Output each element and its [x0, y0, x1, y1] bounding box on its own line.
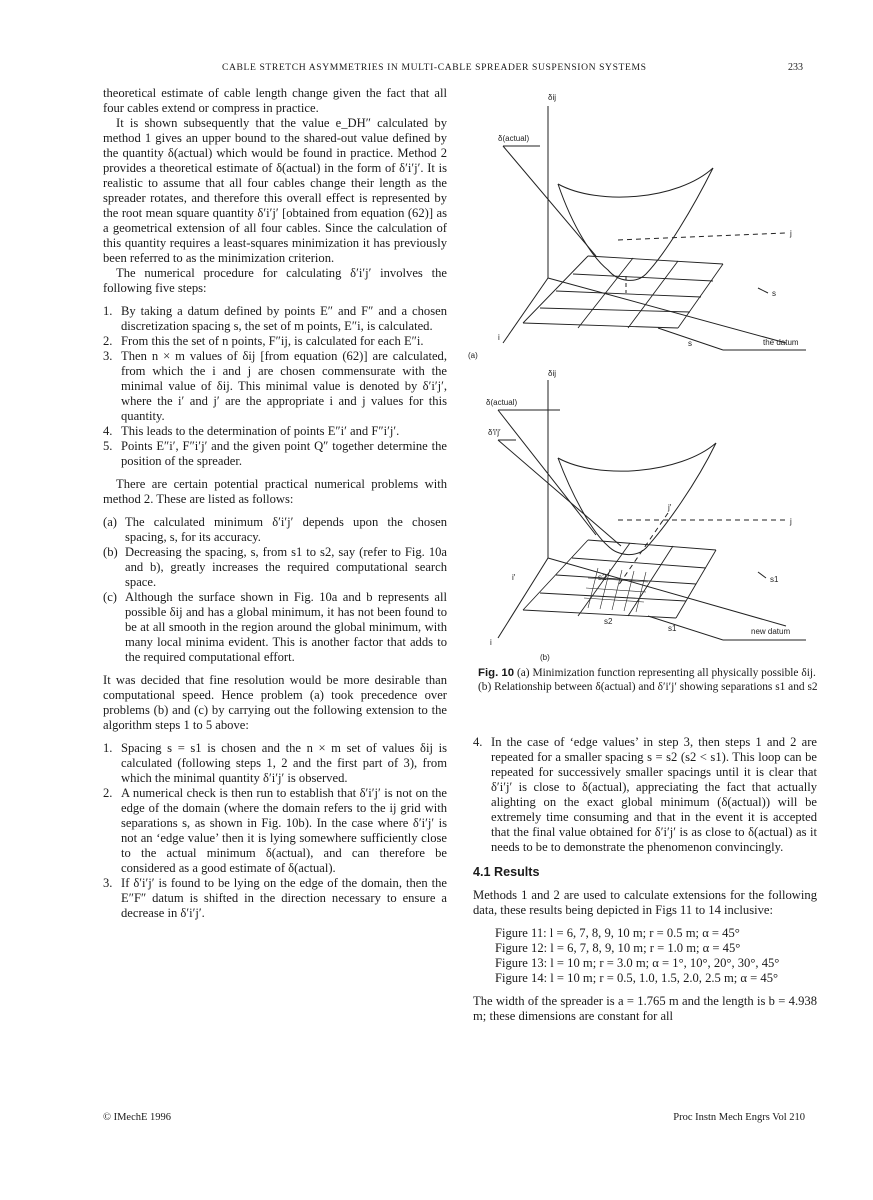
list-item: 5. Points E″i′, F″i′j′ and the given point Q″ together determine the position of the spreader. — [103, 439, 447, 468]
list-item: (a) The calculated minimum δ′i′j′ depends upon the chosen spacing, s, for its accuracy. — [103, 515, 447, 544]
list-item: Figure 12: l = 6, 7, 8, 9, 10 m; r = 1.0 m; α = 45° — [495, 941, 741, 955]
label-i-b: i — [490, 638, 492, 647]
page-number: 233 — [788, 62, 803, 73]
label-s2-b: s2 — [604, 617, 613, 626]
label-delta-actual-b: δ(actual) — [486, 398, 518, 407]
list-item: 2. A numerical check is then run to establish that δ′i′j′ is not on the edge of the domain (where the domain refers to the ij grid with separations s, as shown in Fig. 10b). In the case where δ′i′j′ is not an ‘edge value’ then it is lying somewhere sufficiently close to the actual minimum δ(actual), and can therefore be considered as a good estimate of δ(actual). — [103, 786, 447, 875]
label-j-prime: j′ — [668, 503, 672, 512]
label-fig-a: (a) — [468, 351, 478, 360]
running-title: CABLE STRETCH ASYMMETRIES IN MULTI-CABLE SPREADER SUSPENSION SYSTEMS — [222, 62, 647, 73]
list-item: 3. Then n × m values of δij [from equation (62)] are calculated, from which the i and j are chosen commensurate with the minimal value of δij. This minimal value is denoted by δ′i′j′, where the i′ and j′ are the appropriate i and j values for this quantity. — [103, 349, 447, 423]
procedure-steps — [103, 304, 447, 469]
list-item: (b) Decreasing the spacing, s, from s1 to s2, say (refer to Fig. 10a and b), greatly increases the required computational search space. — [103, 545, 447, 589]
label-s1-bottom: s1 — [668, 624, 677, 633]
label-s1-b: s1 — [770, 575, 779, 584]
paragraph: The width of the spreader is a = 1.765 m and the length is b = 4.938 m; these dimensions are constant for all — [473, 994, 817, 1023]
figure-10 — [468, 88, 824, 718]
label-fig-b: (b) — [540, 653, 550, 662]
label-i-prime: i′ — [512, 573, 516, 582]
problem-list — [103, 515, 447, 665]
label-delta-ij-a: δij — [548, 93, 557, 102]
footer-journal: Proc Instn Mech Engrs Vol 210 — [673, 1112, 805, 1123]
paragraph: It was decided that fine resolution would be more desirable than computational speed. Hence problem (a) took precedence over problems (b) and (c) by carrying out the following extension to the algorithm steps 1 to 5 above: — [103, 673, 447, 732]
paragraph: The numerical procedure for calculating δ′i′j′ involves the following five steps: — [103, 266, 447, 295]
figure-caption-label: Fig. 10 — [478, 667, 515, 679]
paragraph: Methods 1 and 2 are used to calculate extensions for the following data, these results being depicted in Figs 11 to 14 inclusive: — [473, 888, 817, 917]
section-heading: 4.1 Results — [473, 865, 540, 879]
list-item: (c) Although the surface shown in Fig. 10a and b represents all possible δij and has a global minimum, it has not been found to be at all smooth in the region around the global minimum, with many local minima evident. This is another factor that adds to the required computational effort. — [103, 590, 447, 664]
extension-steps-continued — [473, 735, 817, 855]
left-column — [103, 86, 447, 921]
list-item: 2. From this the set of n points, F″ij, is calculated for each E″i. — [103, 334, 424, 348]
right-column — [473, 735, 817, 1024]
figure-parameter-list — [473, 926, 817, 986]
label-the-datum: the datum — [763, 338, 799, 347]
label-delta-ipjp: δ′i′j′ — [488, 428, 501, 437]
list-item: 1. Spacing s = s1 is chosen and the n × m set of values δij is calculated (following steps 1, 2 and the first part of 3), from which the minimal quantity δ′i′j′ is observed. — [103, 741, 447, 785]
paragraph: There are certain potential practical numerical problems with method 2. These are listed as follows: — [103, 477, 447, 506]
label-i-a: i — [498, 333, 500, 342]
list-item: 4. This leads to the determination of points E″i′ and F″i′j′. — [103, 424, 400, 438]
paragraph: It is shown subsequently that the value e_DH″ calculated by method 1 gives an upper bound to the shared-out value defined by the quantity δ(actual) which would be found in practice. Method 2 provides a theoretical estimate of δ(actual) in the form of δ′i′j′. It is realistic to assume that all four cables change their length as the spreader rotates, and therefore this overall effect is represented by the root mean square quantity δ′i′j′ [obtained from equation (62)] as a geometrical extension of all four cables. Since the calculation of this quantity requires a least-squares minimization it has previously been referred to as the minimization criterion. — [103, 116, 447, 265]
label-j-b: j — [790, 517, 792, 526]
figure-10-diagram — [468, 88, 824, 668]
list-item: Figure 13: l = 10 m; r = 3.0 m; α = 1°, 10°, 20°, 30°, 45° — [495, 956, 780, 970]
list-item: 4. In the case of ‘edge values’ in step 3, then steps 1 and 2 are repeated for a smaller spacing s = s2 (s2 < s1). This loop can be repeated for successively smaller spacings until it is clear that δ′i′j′ is close to δ(actual), appreciating the fact that actually alighting on the exact global minimum (δ(actual)) will be extremely time consuming and that in the event it is accepted that the final value obtained for δ′i′j′ is as close to δ(actual) as it needs to be to demonstrate the phenomenon convincingly. — [473, 735, 817, 854]
footer-copyright: © IMechE 1996 — [103, 1112, 172, 1123]
label-s-a-2: s — [688, 339, 692, 348]
extension-steps — [103, 741, 447, 921]
running-header — [0, 62, 873, 76]
list-item: Figure 11: l = 6, 7, 8, 9, 10 m; r = 0.5 m; α = 45° — [495, 926, 740, 940]
list-item: 3. If δ′i′j′ is found to be lying on the edge of the domain, then the E″F″ datum is shifted in the direction necessary to ensure a decrease in δ′i′j′. — [103, 876, 447, 920]
figure-caption-text: (a) Minimization function representing all physically possible δij. (b) Relationship between δ(actual) and δ′i′j′ showing separations s1 and s2 — [478, 667, 818, 693]
list-item: Figure 14: l = 10 m; r = 0.5, 1.0, 1.5, 2.0, 2.5 m; α = 45° — [495, 971, 779, 985]
label-delta-actual-a: δ(actual) — [498, 134, 530, 143]
paragraph: theoretical estimate of cable length change given the fact that all four cables extend or compress in practice. — [103, 86, 447, 115]
list-item: 1. By taking a datum defined by points E″ and F″ and a chosen discretization spacing s, the set of m points, E″i, is calculated. — [103, 304, 447, 333]
label-s2-inner: s2 — [598, 573, 607, 582]
label-delta-ij-b: δij — [548, 369, 557, 378]
label-s-a: s — [772, 289, 776, 298]
figure-caption — [478, 666, 824, 694]
label-j-a: j — [790, 229, 792, 238]
label-new-datum: new datum — [751, 627, 791, 636]
